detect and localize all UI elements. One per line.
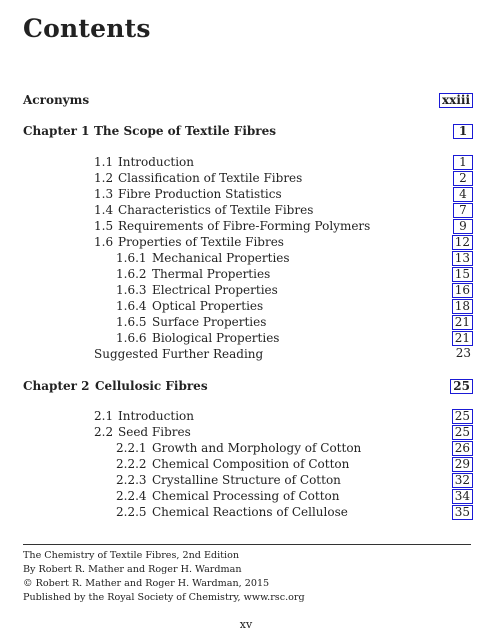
subsection-number: 1.6.2 [116, 267, 147, 281]
toc-subsection-row[interactable] [0, 472, 492, 488]
section-title: Introduction [118, 409, 194, 423]
toc-subsection-row[interactable] [0, 314, 492, 330]
subsection-number: 1.6.1 [116, 251, 147, 265]
subsection-title: Electrical Properties [152, 283, 278, 297]
subsection-number: 2.2.3 [116, 473, 147, 487]
toc-page-link[interactable]: 13 [452, 251, 473, 266]
section-number: 1.2 [94, 171, 114, 185]
toc-page-link[interactable]: 25 [450, 379, 473, 394]
section-number: 1.5 [94, 219, 114, 233]
section-number: 1.6 [94, 235, 114, 249]
toc-subsection-row[interactable] [0, 266, 492, 282]
subsection-number: 2.2.2 [116, 457, 147, 471]
chapter-number: Chapter 2 [23, 379, 90, 393]
subsection-number: 1.6.5 [116, 315, 147, 329]
chapter-title: The Scope of Textile Fibres [94, 124, 276, 138]
subsection-title: Growth and Morphology of Cotton [152, 441, 362, 455]
footer-book-title: The Chemistry of Textile Fibres, 2nd Edition [23, 550, 240, 561]
toc-page-link[interactable]: 18 [452, 299, 473, 314]
toc-page-link[interactable]: 7 [453, 203, 473, 218]
toc-page-link[interactable]: 21 [452, 331, 473, 346]
toc-page-link[interactable]: 21 [452, 315, 473, 330]
subsection-title: Thermal Properties [152, 267, 271, 281]
toc-page-link[interactable]: 9 [453, 219, 473, 234]
footer-publisher: Published by the Royal Society of Chemistry, www.rsc.org [23, 592, 305, 603]
toc-page-link[interactable]: 1 [453, 155, 473, 170]
toc-chapter-row[interactable] [0, 378, 492, 394]
subsection-title: Chemical Composition of Cotton [152, 457, 350, 471]
toc-page-link[interactable]: 2 [453, 171, 473, 186]
subsection-number: 2.2.5 [116, 505, 147, 519]
toc-subsection-row[interactable] [0, 250, 492, 266]
section-number: 2.2 [94, 425, 114, 439]
subsection-title: Chemical Reactions of Cellulose [152, 505, 348, 519]
chapter-number: Chapter 1 [23, 124, 90, 138]
toc-page-link[interactable]: 4 [453, 187, 473, 202]
toc-section-row[interactable] [0, 424, 492, 440]
toc-page-link[interactable]: 34 [452, 489, 473, 504]
subsection-number: 2.2.4 [116, 489, 147, 503]
subsection-title: Surface Properties [152, 315, 267, 329]
section-number: 2.1 [94, 409, 114, 423]
toc-subsection-row[interactable] [0, 298, 492, 314]
subsection-number: 2.2.1 [116, 441, 147, 455]
toc-section-row[interactable] [0, 218, 492, 234]
subsection-title: Mechanical Properties [152, 251, 290, 265]
toc-chapter-row[interactable] [0, 123, 492, 139]
section-title: Classification of Textile Fibres [118, 171, 303, 185]
toc-page-link[interactable]: 16 [452, 283, 473, 298]
page-number: xv [239, 618, 253, 631]
section-title: Properties of Textile Fibres [118, 235, 284, 249]
toc-subsection-row[interactable] [0, 440, 492, 456]
chapter-title: Cellulosic Fibres [95, 379, 208, 393]
toc-page-number: 23 [455, 346, 471, 360]
toc-section-row[interactable] [0, 408, 492, 424]
further-reading-title: Suggested Further Reading [94, 347, 264, 361]
footer-copyright: © Robert R. Mather and Roger H. Wardman, 2015 [23, 578, 270, 589]
subsection-number: 1.6.4 [116, 299, 147, 313]
toc-page-link[interactable]: 15 [452, 267, 473, 282]
section-title: Introduction [118, 155, 194, 169]
subsection-title: Biological Properties [152, 331, 280, 345]
toc-acronyms-label: Acronyms [23, 93, 90, 107]
subsection-title: Chemical Processing of Cotton [152, 489, 340, 503]
section-title: Seed Fibres [118, 425, 191, 439]
toc-page-link[interactable]: 29 [452, 457, 473, 472]
section-number: 1.1 [94, 155, 114, 169]
subsection-number: 1.6.3 [116, 283, 147, 297]
section-number: 1.4 [94, 203, 114, 217]
toc-page-link[interactable]: 1 [453, 124, 473, 139]
toc-subsection-row[interactable] [0, 504, 492, 520]
section-number: 1.3 [94, 187, 114, 201]
toc-page-link[interactable]: 25 [452, 425, 473, 440]
toc-subsection-row[interactable] [0, 282, 492, 298]
toc-section-row[interactable] [0, 186, 492, 202]
toc-acronyms-row[interactable] [0, 92, 492, 108]
toc-section-row[interactable] [0, 234, 492, 250]
toc-page-link[interactable]: 26 [452, 441, 473, 456]
toc-further-reading-row [0, 346, 492, 362]
toc-page-link[interactable]: 12 [452, 235, 473, 250]
toc-section-row[interactable] [0, 170, 492, 186]
toc-section-row[interactable] [0, 202, 492, 218]
footer-authors: By Robert R. Mather and Roger H. Wardman [23, 564, 242, 575]
subsection-number: 1.6.6 [116, 331, 147, 345]
toc-subsection-row[interactable] [0, 330, 492, 346]
section-title: Characteristics of Textile Fibres [118, 203, 314, 217]
footer-divider [23, 544, 471, 545]
toc-page-link[interactable]: xxiii [439, 93, 473, 108]
section-title: Fibre Production Statistics [118, 187, 282, 201]
toc-section-row[interactable] [0, 154, 492, 170]
page-title: Contents [23, 14, 151, 43]
subsection-title: Optical Properties [152, 299, 264, 313]
toc-page-link[interactable]: 32 [452, 473, 473, 488]
toc-page-link[interactable]: 25 [452, 409, 473, 424]
subsection-title: Crystalline Structure of Cotton [152, 473, 341, 487]
section-title: Requirements of Fibre-Forming Polymers [118, 219, 371, 233]
toc-subsection-row[interactable] [0, 456, 492, 472]
toc-page-link[interactable]: 35 [452, 505, 473, 520]
toc-subsection-row[interactable] [0, 488, 492, 504]
